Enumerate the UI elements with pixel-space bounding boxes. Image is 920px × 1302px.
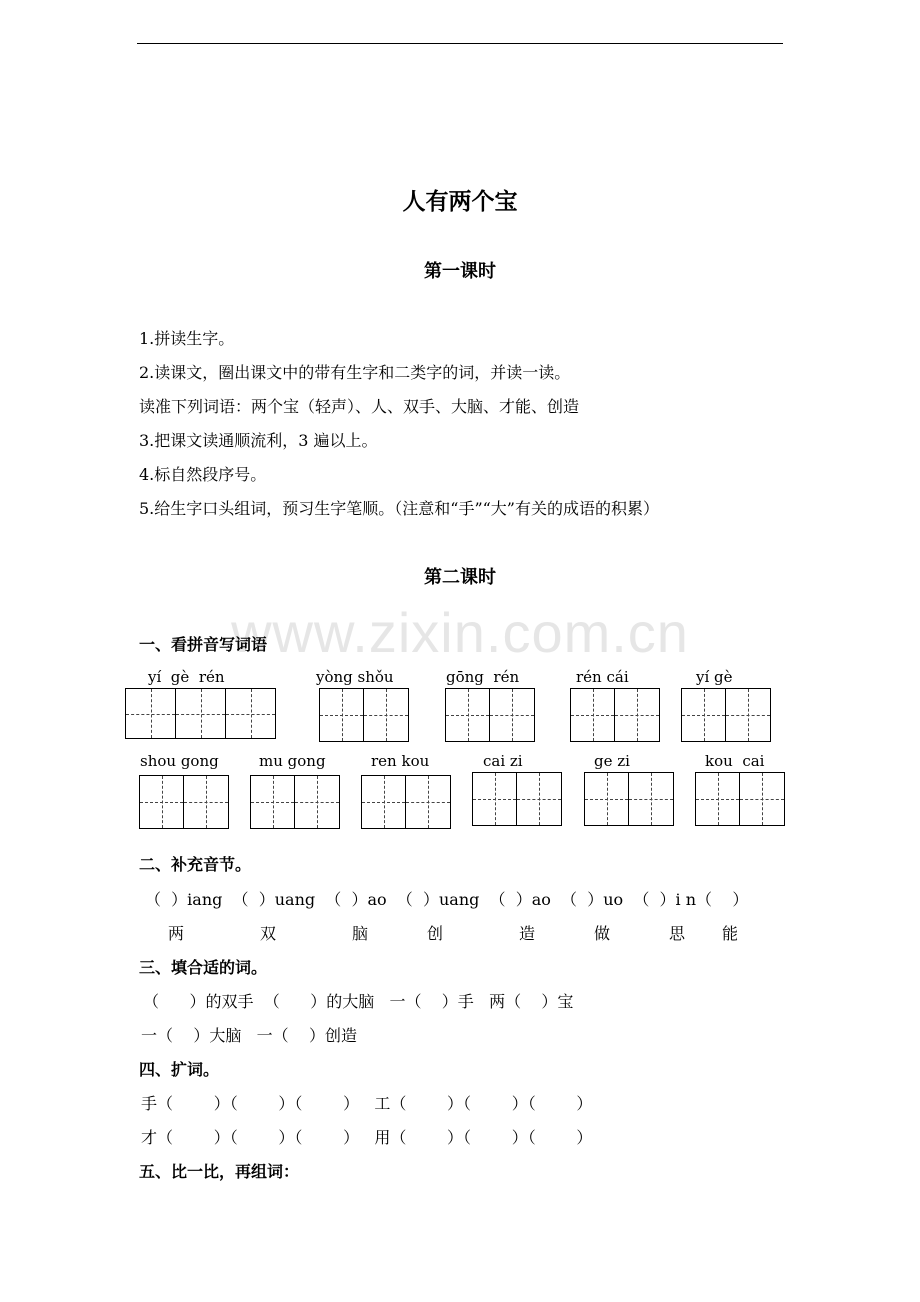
grid-cell[interactable] bbox=[682, 689, 726, 741]
lesson1-item: 1.拼读生字。 bbox=[139, 329, 235, 348]
page-title: 人有两个宝 bbox=[402, 188, 518, 215]
syllable-blanks[interactable]: （ ）iang （ ）uang （ ）ao （ ）uang （ ）ao （ ）uo （ ）i n（ ） bbox=[145, 890, 749, 909]
lesson1-item: 4.标自然段序号。 bbox=[139, 465, 267, 484]
lesson2-heading: 第二课时 bbox=[424, 567, 496, 588]
expand-line[interactable]: 才（ ）（ ）（ ） 用（ ）（ ）（ ） bbox=[141, 1128, 593, 1147]
lesson1-heading: 第一课时 bbox=[424, 261, 496, 282]
grid-cell[interactable] bbox=[364, 689, 408, 741]
grid-cell[interactable] bbox=[585, 773, 629, 825]
writing-grid[interactable] bbox=[139, 775, 229, 829]
grid-cell[interactable] bbox=[629, 773, 673, 825]
pinyin-label: yí gè bbox=[696, 668, 733, 686]
expand-line[interactable]: 手（ ）（ ）（ ） 工（ ）（ ）（ ） bbox=[141, 1094, 593, 1113]
grid-cell[interactable] bbox=[140, 776, 184, 828]
grid-cell[interactable] bbox=[184, 776, 228, 828]
grid-cell[interactable] bbox=[726, 689, 770, 741]
grid-cell[interactable] bbox=[696, 773, 740, 825]
writing-grid[interactable] bbox=[445, 688, 535, 742]
section1-title: 一、看拼音写词语 bbox=[139, 635, 268, 654]
pinyin-label: mu gong bbox=[259, 752, 326, 770]
section5-title: 五、比一比，再组词： bbox=[139, 1162, 300, 1181]
grid-cell[interactable] bbox=[226, 689, 275, 738]
writing-grid[interactable] bbox=[472, 772, 562, 826]
lesson1-item: 2.读课文，圈出课文中的带有生字和二类字的词，并读一读。 bbox=[139, 363, 571, 382]
writing-grid[interactable] bbox=[250, 775, 340, 829]
grid-cell[interactable] bbox=[320, 689, 364, 741]
char-label: 能 bbox=[722, 924, 739, 943]
writing-grid[interactable] bbox=[319, 688, 409, 742]
pinyin-label: ge zi bbox=[594, 752, 630, 770]
char-label: 创 bbox=[427, 924, 444, 943]
pinyin-label: rén cái bbox=[576, 668, 629, 686]
grid-cell[interactable] bbox=[473, 773, 517, 825]
grid-cell[interactable] bbox=[615, 689, 659, 741]
pinyin-label: gōng rén bbox=[446, 668, 520, 686]
char-label: 做 bbox=[594, 924, 611, 943]
grid-cell[interactable] bbox=[295, 776, 339, 828]
section4-title: 四、扩词。 bbox=[139, 1060, 220, 1079]
char-label: 造 bbox=[519, 924, 536, 943]
grid-cell[interactable] bbox=[490, 689, 534, 741]
grid-cell[interactable] bbox=[362, 776, 406, 828]
pinyin-label: ren kou bbox=[371, 752, 430, 770]
watermark: www.zixin.com.cn bbox=[231, 601, 689, 664]
writing-grid[interactable] bbox=[361, 775, 451, 829]
pinyin-label: yí gè rén bbox=[148, 668, 225, 686]
grid-cell[interactable] bbox=[740, 773, 784, 825]
fill-line[interactable]: 一（ ）大脑 一（ ）创造 bbox=[141, 1026, 357, 1045]
lesson1-item: 读准下列词语：两个宝（轻声）、人、双手、大脑、才能、创造 bbox=[139, 397, 580, 416]
char-label: 思 bbox=[669, 924, 686, 943]
pinyin-label: shou gong bbox=[140, 752, 219, 770]
writing-grid[interactable] bbox=[125, 688, 276, 739]
section3-title: 三、填合适的词。 bbox=[139, 958, 268, 977]
grid-cell[interactable] bbox=[406, 776, 450, 828]
char-label: 脑 bbox=[352, 924, 369, 943]
grid-cell[interactable] bbox=[176, 689, 226, 738]
grid-cell[interactable] bbox=[446, 689, 490, 741]
writing-grid[interactable] bbox=[681, 688, 771, 742]
lesson1-item: 5.给生字口头组词，预习生字笔顺。（注意和“手”“大”有关的成语的积累） bbox=[139, 499, 659, 518]
char-label: 两 bbox=[168, 924, 185, 943]
pinyin-label: kou cai bbox=[705, 752, 765, 770]
header-rule bbox=[137, 43, 783, 44]
fill-line[interactable]: （ ）的双手 （ ）的大脑 一（ ）手 两（ ）宝 bbox=[143, 992, 574, 1011]
writing-grid[interactable] bbox=[570, 688, 660, 742]
writing-grid[interactable] bbox=[695, 772, 785, 826]
grid-cell[interactable] bbox=[517, 773, 561, 825]
pinyin-label: yòng shǒu bbox=[316, 668, 394, 686]
section2-title: 二、补充音节。 bbox=[139, 855, 252, 874]
writing-grid[interactable] bbox=[584, 772, 674, 826]
grid-cell[interactable] bbox=[251, 776, 295, 828]
pinyin-label: cai zi bbox=[483, 752, 523, 770]
grid-cell[interactable] bbox=[126, 689, 176, 738]
char-label: 双 bbox=[260, 924, 277, 943]
grid-cell[interactable] bbox=[571, 689, 615, 741]
lesson1-item: 3.把课文读通顺流利，3 遍以上。 bbox=[139, 431, 378, 450]
